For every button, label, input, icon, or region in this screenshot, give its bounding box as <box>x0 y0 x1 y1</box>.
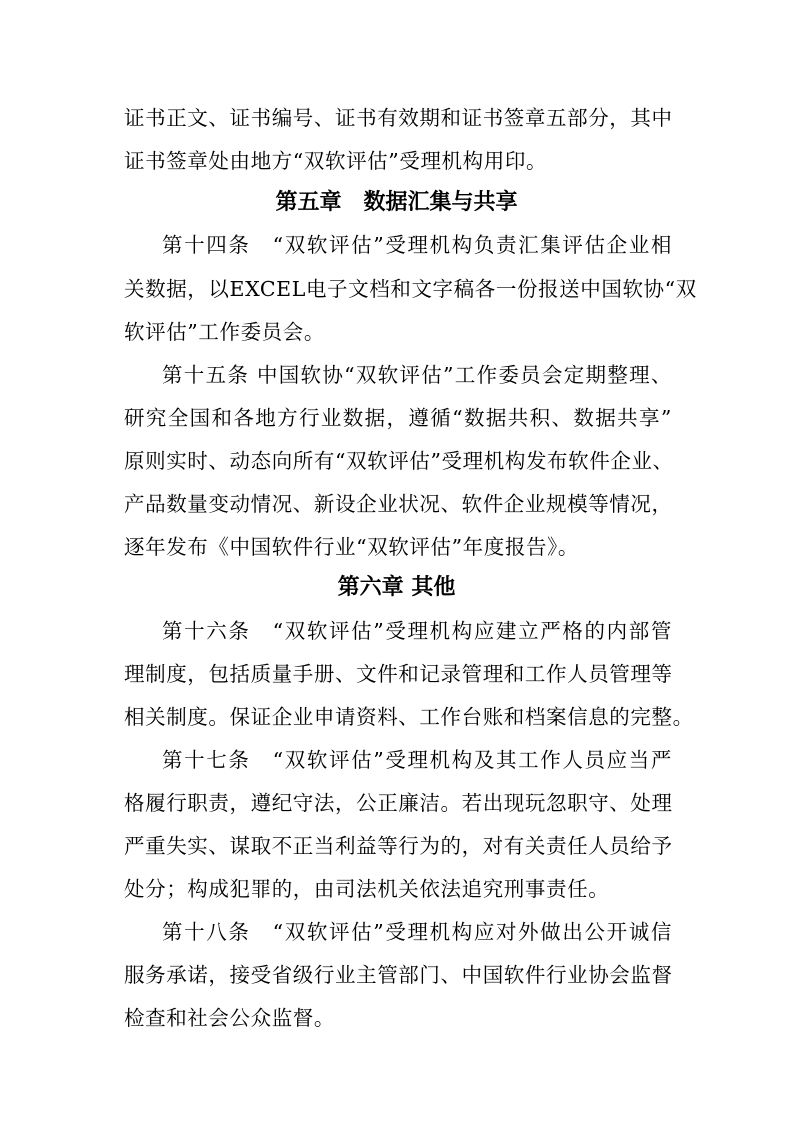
paragraph-line: 处分；构成犯罪的，由司法机关依法追究刑事责任。 <box>124 877 610 901</box>
paragraph-line: 软评估”工作委员会。 <box>124 320 325 344</box>
paragraph-line: 证书签章处由地方“双软评估”受理机构用印。 <box>124 149 548 173</box>
paragraph-line: 严重失实、谋取不正当利益等行为的，对有关责任人员给予 <box>124 834 673 858</box>
article-18-line: 第十八条 “双软评估”受理机构应对外做出公开诚信 <box>162 920 672 944</box>
chapter-heading: 第六章 其他 <box>337 575 456 600</box>
article-15-line: 第十五条 中国软协“双软评估”工作委员会定期整理、 <box>162 363 672 387</box>
article-17-line: 第十七条 “双软评估”受理机构及其工作人员应当严 <box>162 748 672 772</box>
paragraph-line: 相关制度。保证企业申请资料、工作台账和档案信息的完整。 <box>124 705 694 729</box>
paragraph-line: 理制度，包括质量手册、文件和记录管理和工作人员管理等 <box>124 662 673 686</box>
paragraph-line: 逐年发布《中国软件行业“双软评估”年度报告》。 <box>124 535 580 559</box>
chapter-heading: 第五章 数据汇集与共享 <box>275 190 518 215</box>
article-16-line: 第十六条 “双软评估”受理机构应建立严格的内部管 <box>162 619 672 643</box>
paragraph-line: 原则实时、动态向所有“双软评估”受理机构发布软件企业、 <box>124 449 674 473</box>
paragraph-line: 格履行职责，遵纪守法，公正廉洁。若出现玩忽职守、处理 <box>124 791 673 815</box>
article-14-line: 第十四条 “双软评估”受理机构负责汇集评估企业相 <box>162 233 672 257</box>
paragraph-line: 服务承诺，接受省级行业主管部门、中国软件行业协会监督 <box>124 963 673 987</box>
paragraph-line: 产品数量变动情况、新设企业状况、软件企业规模等情况， <box>124 492 673 516</box>
paragraph-line: 检查和社会公众监督。 <box>124 1006 335 1030</box>
paragraph-line: 证书正文、证书编号、证书有效期和证书签章五部分，其中 <box>124 106 673 130</box>
paragraph-line: 关数据，以EXCEL电子文档和文字稿各一份报送中国软协“双 <box>124 277 697 301</box>
paragraph-line: 研究全国和各地方行业数据，遵循“数据共积、数据共享” <box>124 406 672 430</box>
